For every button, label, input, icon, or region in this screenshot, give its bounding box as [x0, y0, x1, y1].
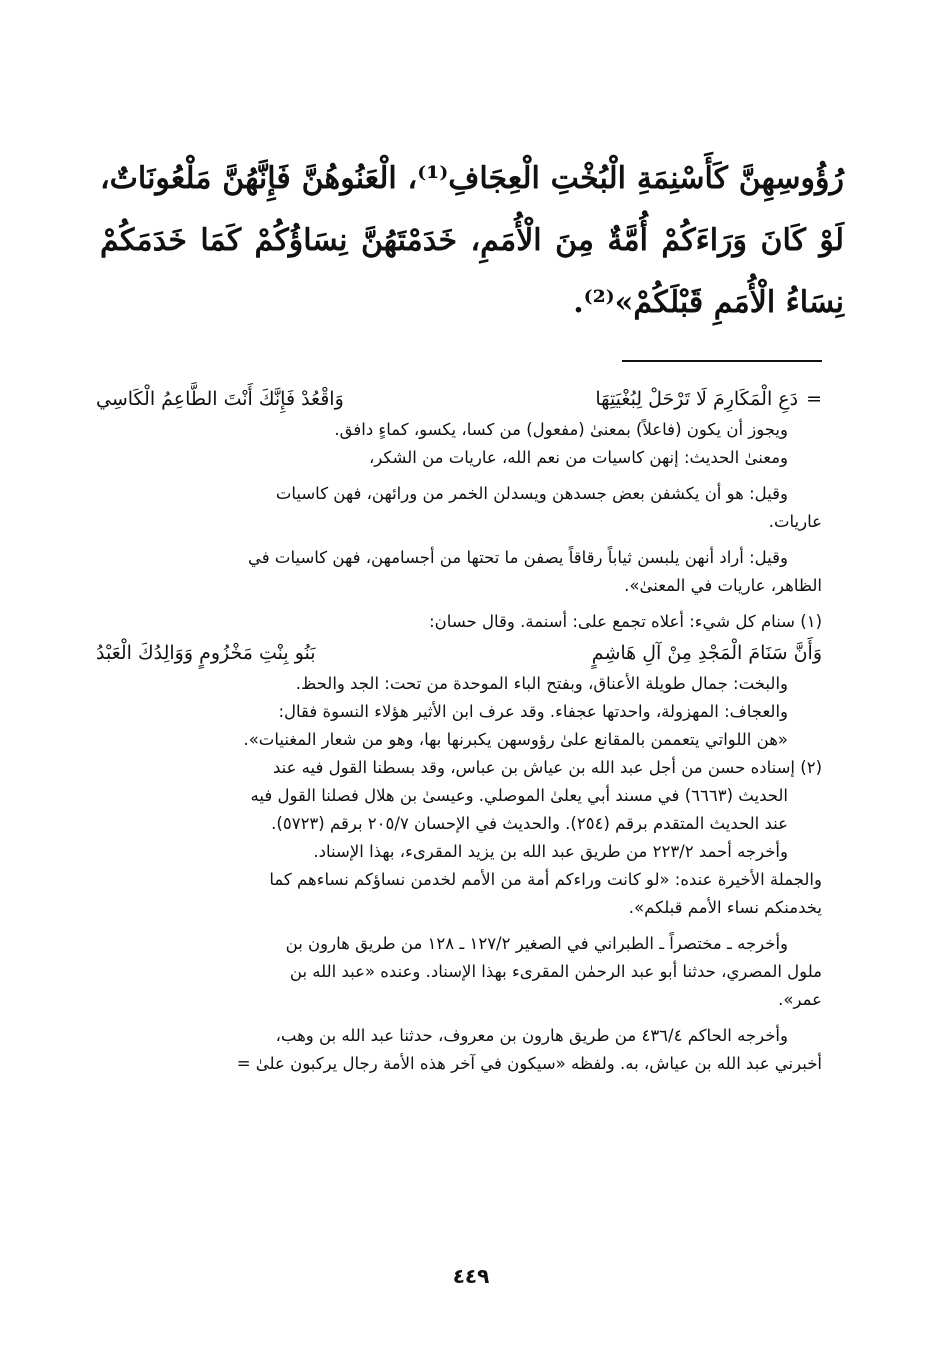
footnote-line: وأخرجه أحمد ٢٢٣/٢ من طريق عبد الله بن يزيد المقرىء، بهذا الإسناد.	[313, 842, 788, 861]
verse-second-hemistich: بَنُو بِنْتِ مَخْزُومٍ وَوَالِدُكَ الْعَبْدُ	[96, 642, 316, 664]
hadith-paragraph: رُؤُوسِهِنَّ كَأَسْنِمَةِ الْبُخْتِ الْعِجَافِ⁽¹⁾، الْعَنُوهُنَّ فَإِنَّهُنَّ مَلْعُونَاتٌ، لَوْ كَانَ وَرَاءَكُمْ أُمَّةٌ مِنَ الْأُمَمِ، خَدَمْتَهُنَّ نِسَاؤُكُمْ كَمَا خَدَمَكُمْ نِسَاءُ الْأُمَمِ قَبْلَكُمْ»⁽²⁾.	[100, 161, 844, 320]
footnote-line: عند الحديث المتقدم برقم (٢٥٤). والحديث في الإحسان ٢٠٥/٧ برقم (٥٧٢٣).	[271, 814, 788, 833]
footnote-divider	[622, 360, 822, 362]
main-hadith-text	[100, 148, 844, 334]
footnote-line: ويجوز أن يكون (فاعلاً) بمعنىٰ (مفعول) من كسا، يكسو، كماءٍ دافق.	[334, 420, 788, 439]
footnotes-section	[96, 382, 822, 1078]
footnote-line: عاريات.	[768, 512, 822, 531]
footnote-line: وأخرجه ـ مختصراً ـ الطبراني في الصغير ١٢٧/٢ ـ ١٢٨ من طريق هارون بن	[285, 934, 788, 953]
footnote-line: «هن اللواتي يتعممن بالمقانع علىٰ رؤوسهن يكبرنها بها، وهو من شعار المغنيات».	[243, 730, 788, 749]
verse-first-hemistich: =دَعِ الْمَكَارِمَ لَا تَرْحَلْ لِبُغْيَتِهَا	[595, 388, 822, 410]
continuation-marker: =	[806, 388, 822, 410]
footnote-line: وقيل: أراد أنهن يلبسن ثياباً رقاقاً يصفن ما تحتها من أجسامهن، فهن كاسيات في	[248, 548, 788, 567]
verse-second-hemistich: وَاقْعُدْ فَإِنَّكَ أَنْتَ الطَّاعِمُ الْكَاسِي	[96, 388, 344, 410]
footnote-line: الظاهر، عاريات في المعنىٰ».	[624, 576, 822, 595]
page-number: ٤٤٩	[452, 1264, 490, 1288]
footnote-line: وقيل: هو أن يكشفن بعض جسدهن ويسدلن الخمر من ورائهن، فهن كاسيات	[275, 484, 788, 503]
verse-first-hemistich: وَأَنَّ سَنَامَ الْمَجْدِ مِنْ آلِ هَاشِمٍ	[591, 642, 822, 664]
poem-verse-hassan	[96, 636, 822, 670]
poem-verse	[96, 382, 822, 416]
footnote-line: ومعنىٰ الحديث: إنهن كاسيات من نعم الله، عاريات من الشكر،	[368, 448, 788, 467]
footnote-line: عمر».	[778, 990, 822, 1009]
footnote-line: والجملة الأخيرة عنده: «لو كانت وراءكم أمة من الأمم لخدمن نساؤكم نساءهم كما	[269, 870, 822, 889]
footnote-2-start: (٢) إسناده حسن من أجل عبد الله بن عياش بن عباس، وقد بسطنا القول فيه عند	[272, 758, 822, 777]
footnote-line: ملول المصري، حدثنا أبو عبد الرحمٰن المقرىء بهذا الإسناد. وعنده «عبد الله بن	[289, 962, 822, 981]
footnote-line: والبخت: جمال طويلة الأعناق، وبفتح الباء الموحدة من تحت: الجد والحظ.	[295, 674, 788, 693]
footnote-line: وأخرجه الحاكم ٤٣٦/٤ من طريق هارون بن معروف، حدثنا عبد الله بن وهب،	[275, 1026, 788, 1045]
footnote-line: الحديث (٦٦٦٣) في مسند أبي يعلىٰ الموصلي. وعيسىٰ بن هلال فصلنا القول فيه	[250, 786, 788, 805]
footnote-line: والعجاف: المهزولة، واحدتها عجفاء. وقد عرف ابن الأثير هؤلاء النسوة فقال:	[278, 702, 788, 721]
footnote-line: أخبرني عبد الله بن عياش، به. ولفظه «سيكون في آخر هذه الأمة رجال يركبون علىٰ =	[236, 1054, 822, 1073]
footnote-line: يخدمنكم نساء الأمم قبلكم».	[628, 898, 822, 917]
footnote-1-start: (١) سنام كل شيء: أعلاه تجمع على: أسنمة. وقال حسان:	[429, 612, 822, 631]
